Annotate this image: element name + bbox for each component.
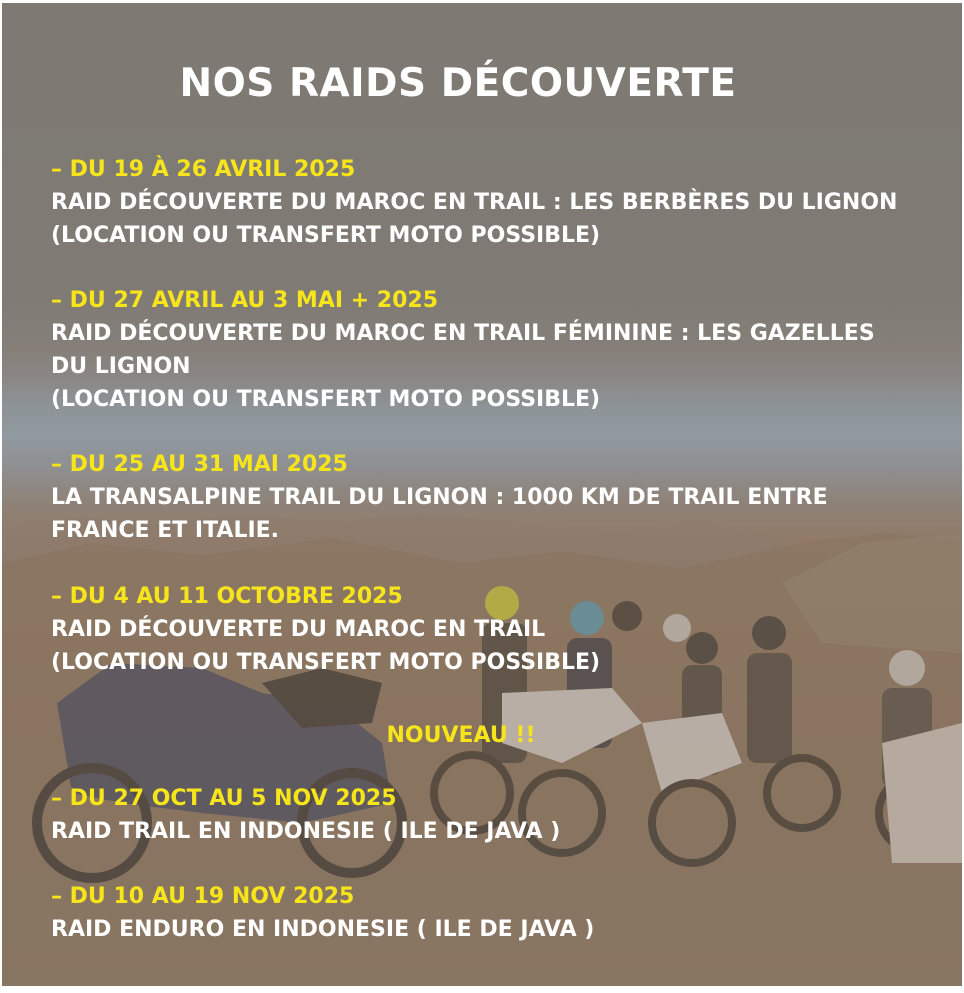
poster-title: NOS RAIDS DÉCOUVERTE <box>179 61 737 106</box>
event-description: (LOCATION OU TRANSFERT MOTO POSSIBLE) <box>51 387 601 412</box>
event-item <box>51 782 931 848</box>
new-label: NOUVEAU !! <box>386 723 536 748</box>
event-date: – DU 27 AVRIL AU 3 MAI + 2025 <box>51 288 439 313</box>
event-date: – DU 10 AU 19 NOV 2025 <box>51 884 355 909</box>
event-item <box>51 580 931 679</box>
event-date: – DU 19 À 26 AVRIL 2025 <box>51 157 356 182</box>
event-date: – DU 25 AU 31 MAI 2025 <box>51 452 348 477</box>
event-date: – DU 27 OCT AU 5 NOV 2025 <box>51 786 397 811</box>
event-description: (LOCATION OU TRANSFERT MOTO POSSIBLE) <box>51 650 601 675</box>
event-item <box>51 153 931 252</box>
event-item <box>51 284 931 416</box>
event-description: RAID TRAIL EN INDONESIE ( ILE DE JAVA ) <box>51 819 561 844</box>
raids-poster <box>2 3 962 986</box>
event-description: RAID DÉCOUVERTE DU MAROC EN TRAIL : LES BERBÈRES DU LIGNON <box>51 190 898 215</box>
event-description: DU LIGNON <box>51 354 191 379</box>
event-description: (LOCATION OU TRANSFERT MOTO POSSIBLE) <box>51 223 601 248</box>
event-description: RAID ENDURO EN INDONESIE ( ILE DE JAVA ) <box>51 917 595 942</box>
event-description: FRANCE ET ITALIE. <box>51 518 280 543</box>
event-item <box>51 880 931 946</box>
event-date: – DU 4 AU 11 OCTOBRE 2025 <box>51 584 403 609</box>
event-item <box>51 448 931 547</box>
event-description: RAID DÉCOUVERTE DU MAROC EN TRAIL <box>51 617 546 642</box>
event-description: RAID DÉCOUVERTE DU MAROC EN TRAIL FÉMININE : LES GAZELLES <box>51 321 875 346</box>
event-description: LA TRANSALPINE TRAIL DU LIGNON : 1000 KM DE TRAIL ENTRE <box>51 485 828 510</box>
